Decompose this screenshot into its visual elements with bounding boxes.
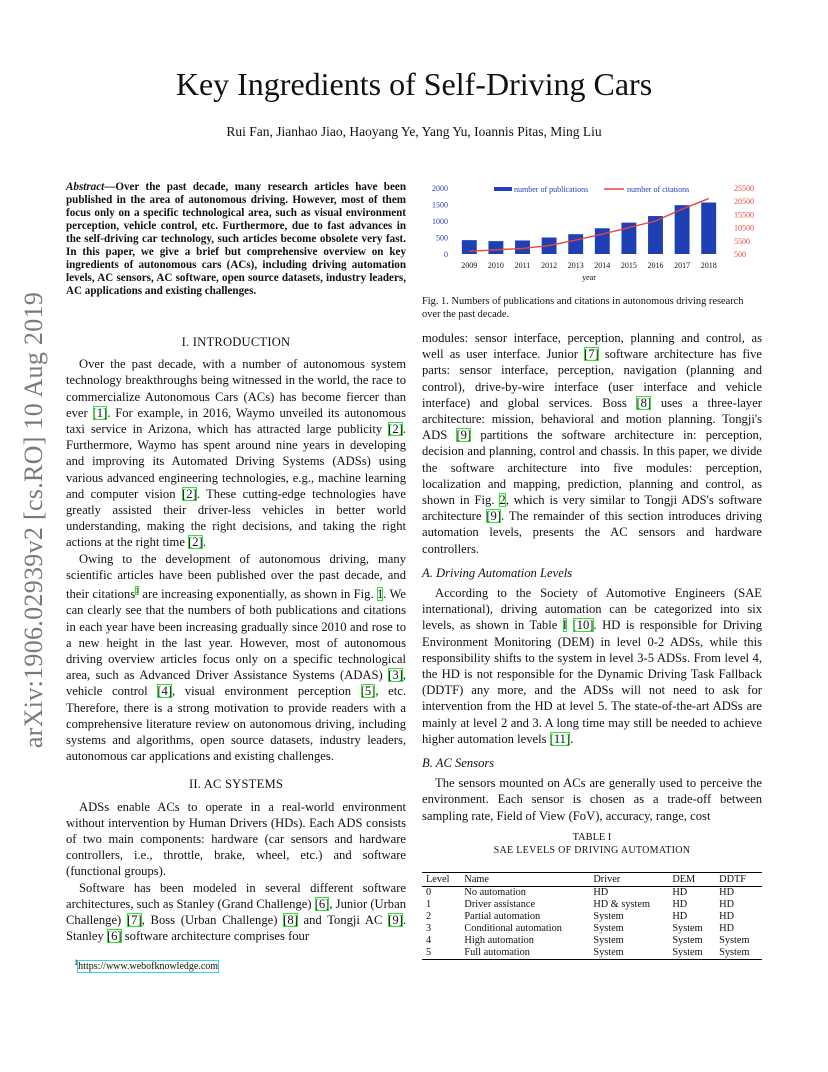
table-header-cell: DDTF — [715, 873, 762, 887]
x-axis-tick-label: 2014 — [594, 261, 611, 270]
right-axis-tick-label: 5500 — [734, 236, 750, 246]
text-run: . Furthermore, Waymo has spent around nine years in developing and improving its Automated Driving Systems (ADSs) using various advanced engineering technologies, e.g., machine learning and computer vision — [66, 422, 406, 501]
intro-paragraph-2 — [66, 551, 406, 765]
text-run: modules: sensor interface, perception, planning and control, as well as user interface. Junior — [422, 331, 762, 362]
table-cell: HD — [719, 911, 735, 922]
table-cell: 3 — [426, 923, 432, 934]
publications-bar — [462, 240, 477, 254]
table-cell: System — [668, 947, 715, 960]
text-run: software architecture comprises four — [121, 929, 310, 944]
right-axis-tick-label: 15500 — [734, 210, 754, 220]
table-link[interactable]: I — [562, 618, 567, 633]
right-axis-tick-label: 25500 — [734, 184, 754, 193]
left-axis-tick-label: 0 — [444, 250, 448, 259]
sensors-paragraph: The sensors mounted on ACs are generally used to perceive the environment. Each sensor is chosen as a trade-off between sampling rate, Field of View (FoV), accuracy, range, cost — [422, 776, 762, 823]
legend-label-citations: number of citations — [627, 185, 690, 194]
text-run: . HD is responsible for Driving Environment Monitoring (DEM) in level 0-2 ADSs, while this responsibility shifts to the system in level 3-5 ADSs. From level 4, the HD is not responsible for the Dynamic Driving Task Fallback (DDTF) any more, and the ADSs will not need to ask for intervention from the HD at level 5. The state-of-the-art ADSs are mainly at level 2 and 3. A long time may still be needed to achieve higher automation levels — [422, 618, 762, 746]
publications-bar — [675, 205, 690, 254]
publications-bar — [568, 234, 583, 254]
publications-bar — [701, 203, 716, 254]
text-run: , vehicle control — [66, 668, 406, 699]
text-run: . These cutting-edge technologies have greatly assisted their driver-less vehicles in better world understanding, making the right decisions, and taking the right actions at the right time — [66, 486, 406, 550]
table-cell: System — [719, 935, 750, 946]
text-run: . Stanley — [66, 913, 406, 944]
text-run — [567, 618, 573, 632]
table-cell: Partial automation — [464, 911, 541, 922]
table-cell: System — [715, 947, 762, 960]
table-cell: System — [593, 923, 624, 934]
figure-link[interactable]: 1 — [376, 587, 384, 602]
systems-paragraph-2 — [66, 880, 406, 945]
table-cell: System — [593, 911, 624, 922]
citation-link[interactable]: [9] — [456, 428, 472, 443]
citation-link[interactable]: [7] — [584, 347, 599, 362]
x-axis-tick-label: 2013 — [567, 261, 584, 270]
table-header-row — [422, 873, 762, 887]
abstract-label: Abstract — [66, 181, 105, 193]
legend-label-publications: number of publications — [514, 185, 589, 194]
intro-paragraph-1 — [66, 356, 406, 550]
section-heading-introduction: I. INTRODUCTION — [181, 335, 291, 349]
text-run: . — [202, 535, 206, 550]
table-title-block — [422, 832, 762, 857]
legend-swatch-publications — [494, 187, 512, 191]
table-cell: HD — [672, 911, 688, 922]
subsection-heading-automation-levels: A. Driving Automation Levels — [422, 565, 573, 580]
text-run: Owing to the development of autonomous driving, many scientific articles have been published over the past decade, and their citations — [66, 551, 406, 602]
text-run: , Boss (Urban Challenge) — [141, 913, 284, 928]
sae-levels-table — [422, 872, 762, 960]
table-title: SAE LEVELS OF DRIVING AUTOMATION — [493, 844, 691, 856]
citation-link[interactable]: [1] — [92, 405, 108, 420]
arxiv-identifier — [14, 280, 54, 760]
publications-bar — [488, 241, 503, 254]
table-cell: 5 — [422, 947, 460, 960]
table-label: TABLE I — [572, 832, 612, 843]
table-cell: HD — [719, 887, 735, 898]
x-axis-tick-label: 2018 — [700, 261, 717, 270]
architecture-paragraph — [422, 330, 762, 557]
publications-citations-chart — [422, 180, 762, 288]
table-header-cell: Name — [460, 873, 589, 887]
x-axis-tick-label: 2015 — [620, 261, 637, 270]
table-cell: Full automation — [460, 947, 589, 960]
author-list: Rui Fan, Jianhao Jiao, Haoyang Ye, Yang Yu, Ioannis Pitas, Ming Liu — [226, 124, 602, 139]
table-row — [422, 947, 762, 960]
text-run: Over the past decade, with a number of autonomous system technology breakthroughs being witnessed in the world, the race to commercialize Autonomous Cars (ACs) has become fiercer than ever — [66, 357, 406, 420]
text-run: According to the Society of Automotive Engineers (SAE international), driving automation can be categorized into six levels, as shown in Table — [422, 586, 762, 633]
text-run: uses a three-layer architecture: mission, behavioral and motion planning. Tongji's ADS — [422, 395, 762, 443]
x-axis-tick-label: 2010 — [487, 261, 504, 270]
right-axis-tick-label: 500 — [734, 250, 746, 259]
citation-link[interactable]: [7] — [126, 913, 142, 928]
text-run: . We can clearly see that the numbers of both publications and citations in each year have been increasing gradually since 2010 and rose to a new height in the last year. However, most of autonomous driving overview articles focus only on a specific technological area, such as Advanced Driver Assistance Systems (ADAS) — [66, 587, 406, 683]
text-run: software architecture has five parts: sensor interface, perception, navigation (planning and control), drive-by-wire interface (user interface and vehicle interface) and global services. Boss — [422, 347, 762, 410]
publications-bar — [595, 228, 610, 254]
citation-link[interactable]: [6] — [106, 929, 122, 944]
x-axis-tick-label: 2016 — [647, 261, 664, 270]
right-axis-tick-label: 20500 — [734, 197, 754, 207]
table-row — [422, 935, 762, 947]
text-run: Software has been modeled in several different software architectures, such as Stanley (Grand Challenge) — [66, 880, 406, 911]
table-cell: Conditional automation — [464, 923, 562, 934]
citation-link[interactable]: [8] — [636, 395, 652, 410]
x-axis-label: year — [582, 273, 596, 282]
table-cell: 4 — [426, 935, 432, 946]
left-axis-tick-label: 1000 — [432, 217, 448, 226]
footnote-link[interactable]: 1 — [135, 586, 140, 596]
figure-link[interactable]: 2 — [499, 493, 506, 508]
table-cell: No automation — [464, 887, 526, 898]
citation-link[interactable]: [2] — [388, 422, 403, 437]
citation-link[interactable]: [9] — [486, 509, 502, 524]
right-axis-tick-label: 10500 — [734, 223, 754, 233]
table-row — [422, 911, 762, 923]
text-run: partitions the software architecture in: perception, decision and planning, control and chassis. In this paper, we divide the software architecture into five modules: perception, localization and mapping, prediction, planning and control, as shown in Fig. — [422, 428, 762, 508]
table-cell: System — [672, 923, 703, 934]
x-axis-tick-label: 2011 — [514, 261, 531, 270]
left-axis-tick-label: 1500 — [432, 200, 448, 210]
citation-link[interactable]: [9] — [388, 913, 403, 928]
left-axis-tick-label: 2000 — [432, 184, 448, 193]
table-cell: 1 — [426, 899, 432, 910]
table-cell: 2 — [426, 911, 432, 922]
right-column — [422, 330, 762, 824]
subsection-heading-ac-sensors: B. AC Sensors — [422, 756, 495, 771]
citation-link[interactable]: [3] — [388, 668, 403, 683]
left-axis-tick-label: 500 — [436, 233, 448, 243]
table-cell: System — [589, 947, 668, 960]
citation-link[interactable]: [5] — [360, 684, 376, 699]
text-run: , visual environment perception — [172, 684, 361, 699]
text-run: . For example, in 2016, Waymo unveiled its autonomous taxi service in Arizona, which has attracted large publicity — [66, 405, 406, 437]
table-header-cell: DEM — [668, 873, 715, 887]
text-run: . — [570, 731, 574, 746]
table-cell: HD — [719, 899, 735, 910]
table-row — [422, 887, 762, 900]
footnote-url-link[interactable]: https://www.webofknowledge.com — [78, 961, 219, 973]
table-cell: System — [672, 935, 703, 946]
citation-link[interactable]: [10] — [572, 618, 594, 633]
table-header-cell: Driver — [589, 873, 668, 887]
citation-link[interactable]: [6] — [314, 896, 330, 911]
paper-title: Key Ingredients of Self-Driving Cars — [175, 66, 653, 102]
table-cell: HD — [593, 887, 609, 898]
citations-line — [469, 199, 708, 252]
citation-link[interactable]: [4] — [157, 684, 173, 699]
abstract — [66, 181, 406, 298]
table-cell: HD & system — [593, 899, 650, 910]
table-header-cell: Level — [422, 873, 460, 887]
table-cell: System — [593, 935, 624, 946]
citation-link[interactable]: [11] — [549, 731, 571, 746]
abstract-text: —Over the past decade, many research articles have been published in the area of autonomous driving. However, most of them focus only on a specific technological area, such as visual environment perception, vehicle control, etc. Furthermore, due to fast advances in the self-driving car technology, such articles become obsolete very fast. In this paper, we give a brief but comprehensive overview on key ingredients of autonomous cars (ACs), including driving automation levels, AC sensors, AC software, open source datasets, industry leaders, AC applications and existing challenges. — [66, 181, 406, 297]
table-cell: 0 — [426, 887, 432, 898]
footnote-mark: 1 — [74, 958, 79, 967]
table-cell: Driver assistance — [464, 899, 536, 910]
footnote — [74, 958, 218, 972]
x-axis-tick-label: 2009 — [461, 261, 478, 270]
table-cell: HD — [672, 887, 688, 898]
table-row — [422, 899, 762, 911]
left-column — [66, 322, 406, 945]
table-cell: High automation — [464, 935, 534, 946]
table-cell: HD — [719, 923, 735, 934]
text-run: and Tongji AC — [297, 913, 389, 928]
citation-link[interactable]: [8] — [283, 913, 298, 928]
x-axis-tick-label: 2017 — [674, 261, 691, 270]
section-heading-ac-systems: II. AC SYSTEMS — [188, 777, 284, 792]
table-cell: HD — [672, 899, 688, 910]
text-run: , Junior (Urban Challenge) — [66, 896, 406, 928]
text-run: are increasing exponentially, as shown in Fig. — [139, 587, 377, 602]
citation-link[interactable]: [2] — [188, 535, 203, 550]
arxiv-id-text: arXiv:1906.02939v2 [cs.RO] 10 Aug 2019 — [19, 291, 48, 749]
automation-levels-paragraph — [422, 585, 762, 747]
text-run: . The remainder of this section introduces driving automation levels, presents the AC sensors and hardware controllers. — [422, 509, 762, 556]
x-axis-tick-label: 2012 — [541, 261, 558, 270]
table-row — [422, 923, 762, 935]
text-run: , which is very similar to Tongji ADS's software architecture — [422, 493, 762, 524]
systems-paragraph-1: ADSs enable ACs to operate in a real-world environment without intervention by Human Drivers (HDs). Each ADS consists of two main components: hardware (car sensors and hardware controllers, i.e., throttle, brake, wheel, etc.) and software (functional groups). — [66, 799, 406, 879]
text-run: , etc. Therefore, there is a strong motivation to provide readers with a comprehensive literature review on autonomous driving, including systems and algorithms, open source datasets, industry leaders, autonomous car applications and existing challenges. — [66, 684, 407, 764]
figure-caption: Fig. 1. Numbers of publications and citations in autonomous driving research over the past decade. — [422, 296, 744, 320]
citation-link[interactable]: [2] — [182, 486, 197, 501]
